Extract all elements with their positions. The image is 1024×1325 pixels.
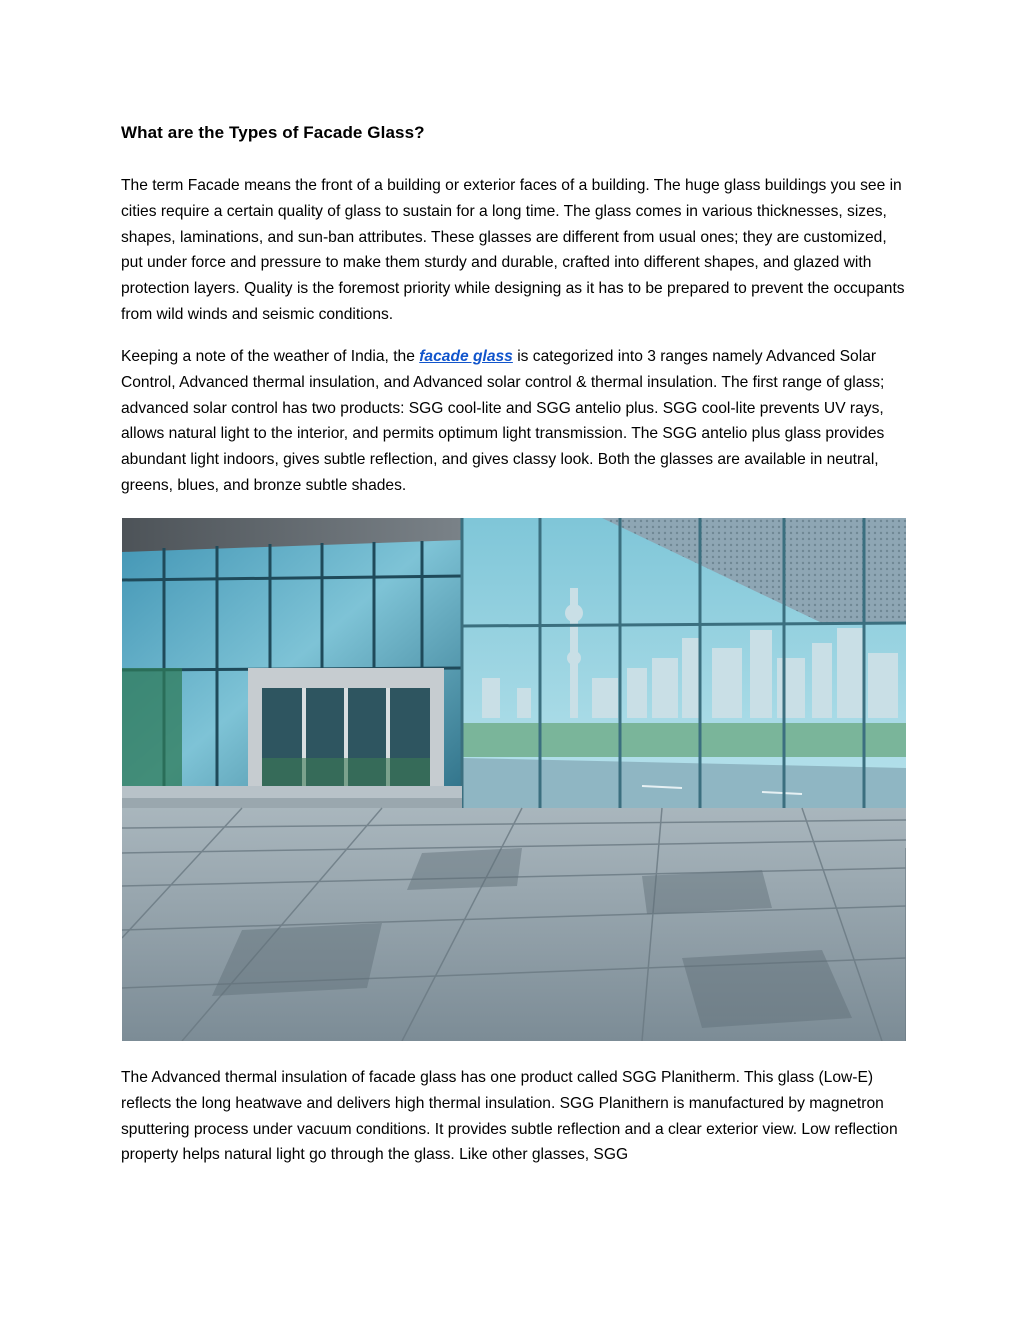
paragraph-ranges-text-before: Keeping a note of the weather of India, the [121,348,420,365]
paragraph-thermal-insulation: The Advanced thermal insulation of facade glass has one product called SGG Planitherm. This glass (Low-E) reflects the long heatwave and delivers high thermal insulation. SGG Planithern is manufactured by magnetron sputtering process under vacuum conditions. It provides subtle reflection and a clear exterior view. Low reflection property helps natural light go through the glass. Like other glasses, SGG [121,1069,898,1164]
facade-building-photo [122,518,906,1041]
facade-glass-link[interactable]: facade glass [419,348,513,365]
paragraph-intro: The term Facade means the front of a building or exterior faces of a building. The huge glass buildings you see in cities require a certain quality of glass to sustain for a long time. The glass comes in various thicknesses, sizes, shapes, laminations, and sun-ban attributes. These glasses are different from usual ones; they are customized, put under force and pressure to make them sturdy and durable, crafted into different shapes, and glazed with protection layers. Quality is the foremost priority while designing as it has to be prepared to prevent the occupants from wild winds and seismic conditions. [121,177,905,323]
paragraph-ranges [121,344,911,499]
paragraph-ranges-text-after: is categorized into 3 ranges namely Advanced Solar Control, Advanced thermal insulation, and Advanced solar control & thermal insulation. The first range of glass; advanced solar control has two products: SGG cool-lite and SGG antelio plus. SGG cool-lite prevents UV rays, allows natural light to the interior, and permits optimum light transmission. The SGG antelio plus glass provides abundant light indoors, gives subtle reflection, and gives classy look. Both the glasses are available in neutral, greens, blues, and bronze subtle shades. [121,348,885,494]
page-title: What are the Types of Facade Glass? [121,123,425,142]
